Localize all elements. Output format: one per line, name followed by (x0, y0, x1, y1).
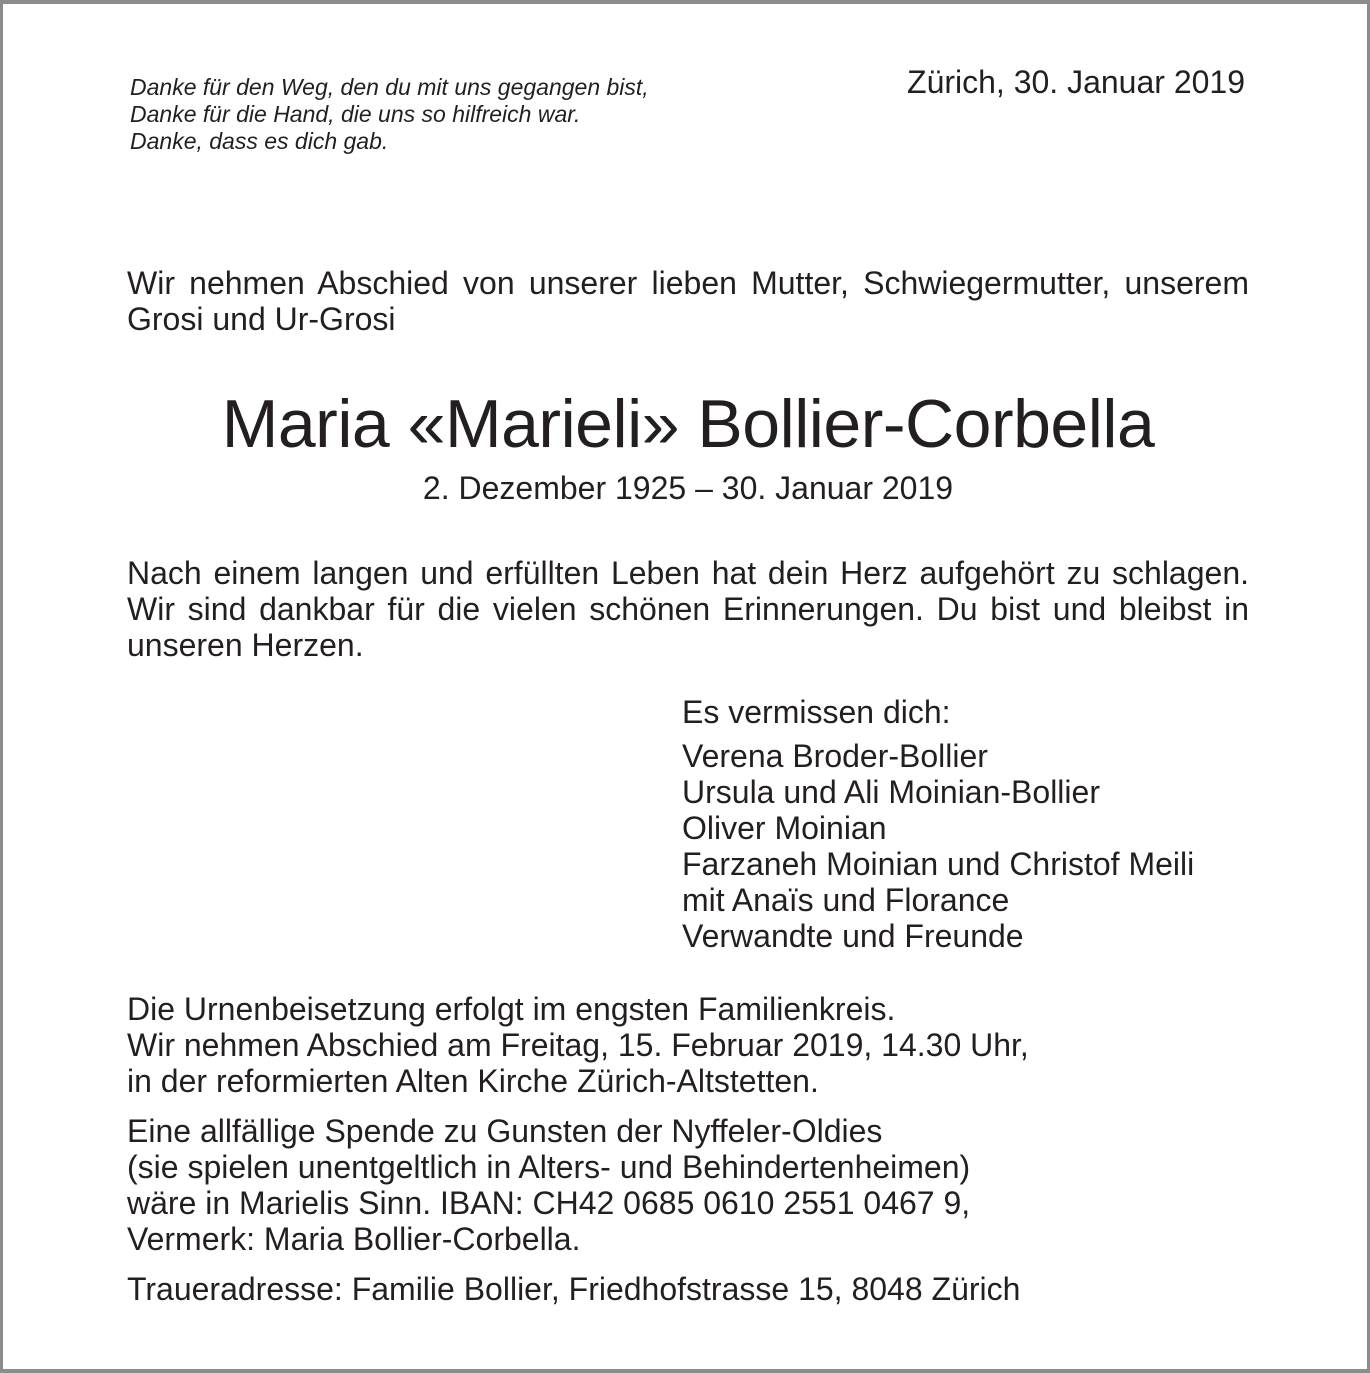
mourners-heading: Es vermissen dich: (682, 694, 951, 730)
ceremony-info (127, 991, 1287, 1099)
mourner-name: Verwandte und Freunde (682, 918, 1024, 954)
ceremony-line: Wir nehmen Abschied am Freitag, 15. Februar 2019, 14.30 Uhr, (127, 1027, 1029, 1063)
motto-verse (130, 74, 830, 155)
donation-line: (sie spielen unentgeltlich in Alters- und Behindertenheimen) (127, 1149, 971, 1185)
mourner-name: mit Anaïs und Florance (682, 882, 1010, 918)
place-date: Zürich, 30. Januar 2019 (907, 64, 1245, 100)
mourner-name: Verena Broder-Bollier (682, 738, 988, 774)
donation-line: Vermerk: Maria Bollier-Corbella. (127, 1221, 581, 1257)
lifespan-dates: 2. Dezember 1925 – 30. Januar 2019 (422, 470, 954, 506)
donation-line: wäre in Marielis Sinn. IBAN: CH42 0685 0610 2551 0467 9, (127, 1185, 971, 1221)
message-text: Nach einem langen und erfüllten Leben hat dein Herz aufgehört zu schlagen. Wir sind dankbar für die vielen schönen Erinnerungen. Du bist und bleibst in unseren Herzen. (127, 555, 1249, 663)
motto-line: Danke, dass es dich gab. (130, 128, 389, 154)
mourners-block (682, 694, 1272, 954)
ceremony-line: in der reformierten Alten Kirche Zürich-Altstetten. (127, 1063, 819, 1099)
mourner-name: Oliver Moinian (682, 810, 887, 846)
intro-text: Wir nehmen Abschied von unserer lieben Mutter, Schwiegermutter, unserem Grosi und Ur-Grosi (127, 265, 1249, 337)
motto-line: Danke für den Weg, den du mit uns gegangen bist, (130, 74, 649, 100)
notes-block (127, 991, 1287, 1307)
ceremony-line: Die Urnenbeisetzung erfolgt im engsten Familienkreis. (127, 991, 896, 1027)
mourner-name: Ursula und Ali Moinian-Bollier (682, 774, 1100, 810)
motto-line: Danke für die Hand, die uns so hilfreich war. (130, 101, 581, 127)
deceased-name: Maria «Marieli» Bollier-Corbella (221, 386, 1155, 462)
donation-info (127, 1113, 1287, 1257)
donation-line: Eine allfällige Spende zu Gunsten der Nyffeler-Oldies (127, 1113, 883, 1149)
mourning-address: Traueradresse: Familie Bollier, Friedhofstrasse 15, 8048 Zürich (127, 1271, 1021, 1307)
mourner-name: Farzaneh Moinian und Christof Meili (682, 846, 1195, 882)
